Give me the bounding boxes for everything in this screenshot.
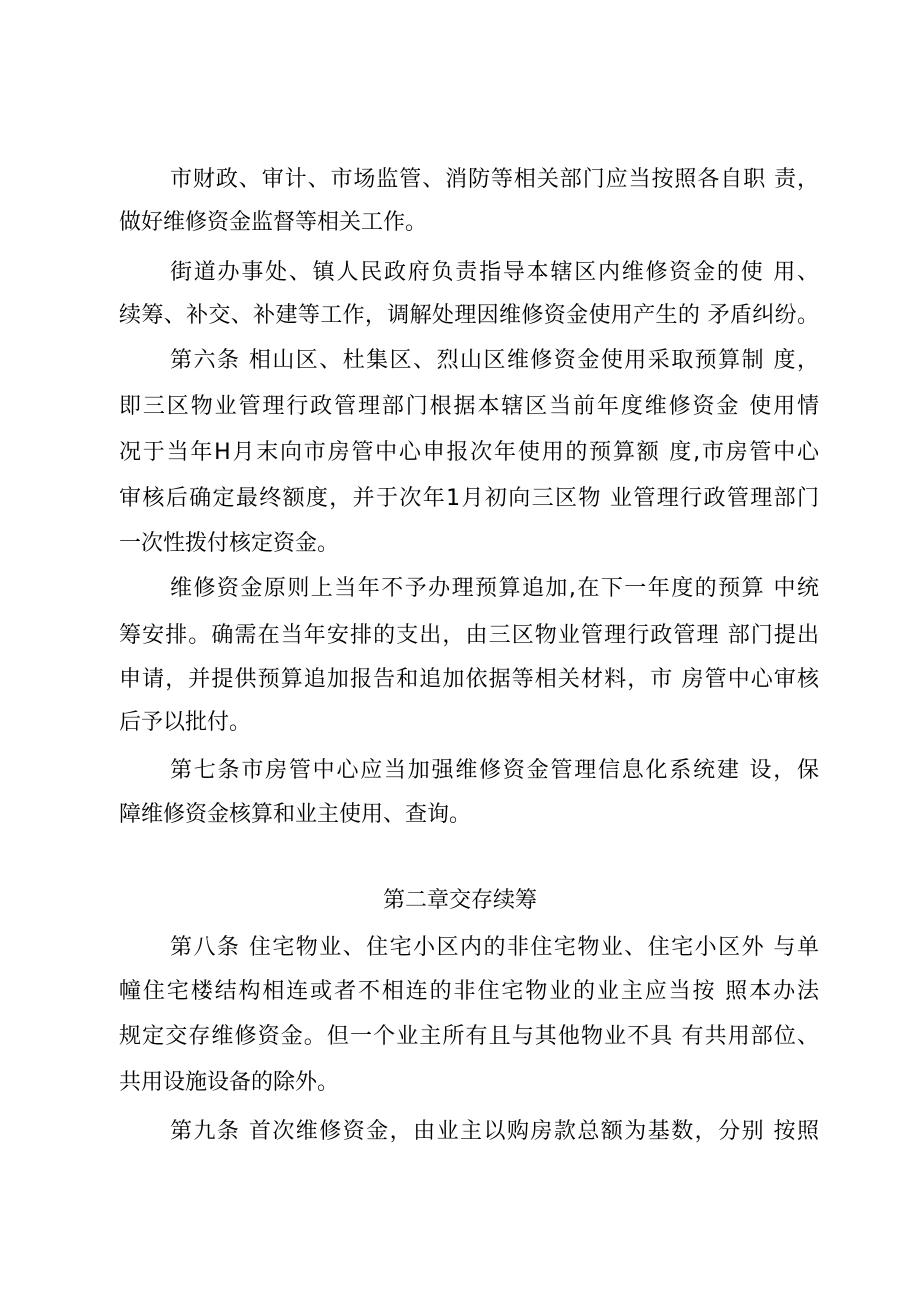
paragraph-2-line-1: 街道办事处、镇人民政府负责指导本辖区内维修资金的使 用、 [170,260,819,285]
paragraph-4-line-2: 筹安排。确需在当年安排的支出，由三区物业管理行政管理 部门提出 [119,623,819,648]
paragraph-3-line-5: 一次性拨付核定资金。 [119,531,340,556]
paragraph-1-line-2: 做好维修资金监督等相关工作。 [119,210,428,235]
chapter-heading: 第二章交存续筹 [382,888,537,913]
paragraph-3-line-4: 审核后确定最终额度，并于次年1月初向三区物 业管理行政管理部门 [119,486,819,511]
paragraph-6-line-1: 第八条 住宅物业、住宅小区内的非住宅物业、住宅小区外 与单 [170,935,819,960]
paragraph-4-line-3: 申请，并提供预算追加报告和追加依据等相关材料，市 房管中心审核 [119,667,819,692]
paragraph-4-line-1: 维修资金原则上当年不予办理预算追加,在下一年度的预算 中统 [170,576,819,601]
paragraph-3-line-3: 况于当年H月末向市房管中心申报次年使用的预算额 度,市房管中心 [119,440,819,465]
paragraph-4-line-4: 后予以批付。 [119,710,252,735]
paragraph-5-line-2: 障维修资金核算和业主使用、查询。 [119,802,472,827]
paragraph-6-line-4: 共用设施设备的除外。 [119,1070,340,1095]
paragraph-3-line-1: 第六条 相山区、杜集区、烈山区维修资金使用采取预算制 度， [170,348,819,373]
paragraph-2-line-2: 续筹、补交、补建等工作，调解处理因维修资金使用产生的 矛盾纠纷。 [119,303,819,328]
paragraph-1-line-1: 市财政、审计、市场监管、消防等相关部门应当按照各自职 责， [170,167,819,192]
paragraph-5-line-1: 第七条市房管中心应当加强维修资金管理信息化系统建 设，保 [170,758,819,783]
paragraph-7-line-1: 第九条 首次维修资金，由业主以购房款总额为基数，分别 按照 [170,1119,819,1144]
paragraph-6-line-2: 幢住宅楼结构相连或者不相连的非住宅物业的业主应当按 照本办法 [119,979,819,1004]
paragraph-3-line-2: 即三区物业管理行政管理部门根据本辖区当前年度维修资金 使用情 [119,394,819,419]
paragraph-6-line-3: 规定交存维修资金。但一个业主所有且与其他物业不具 有共用部位、 [119,1024,819,1049]
